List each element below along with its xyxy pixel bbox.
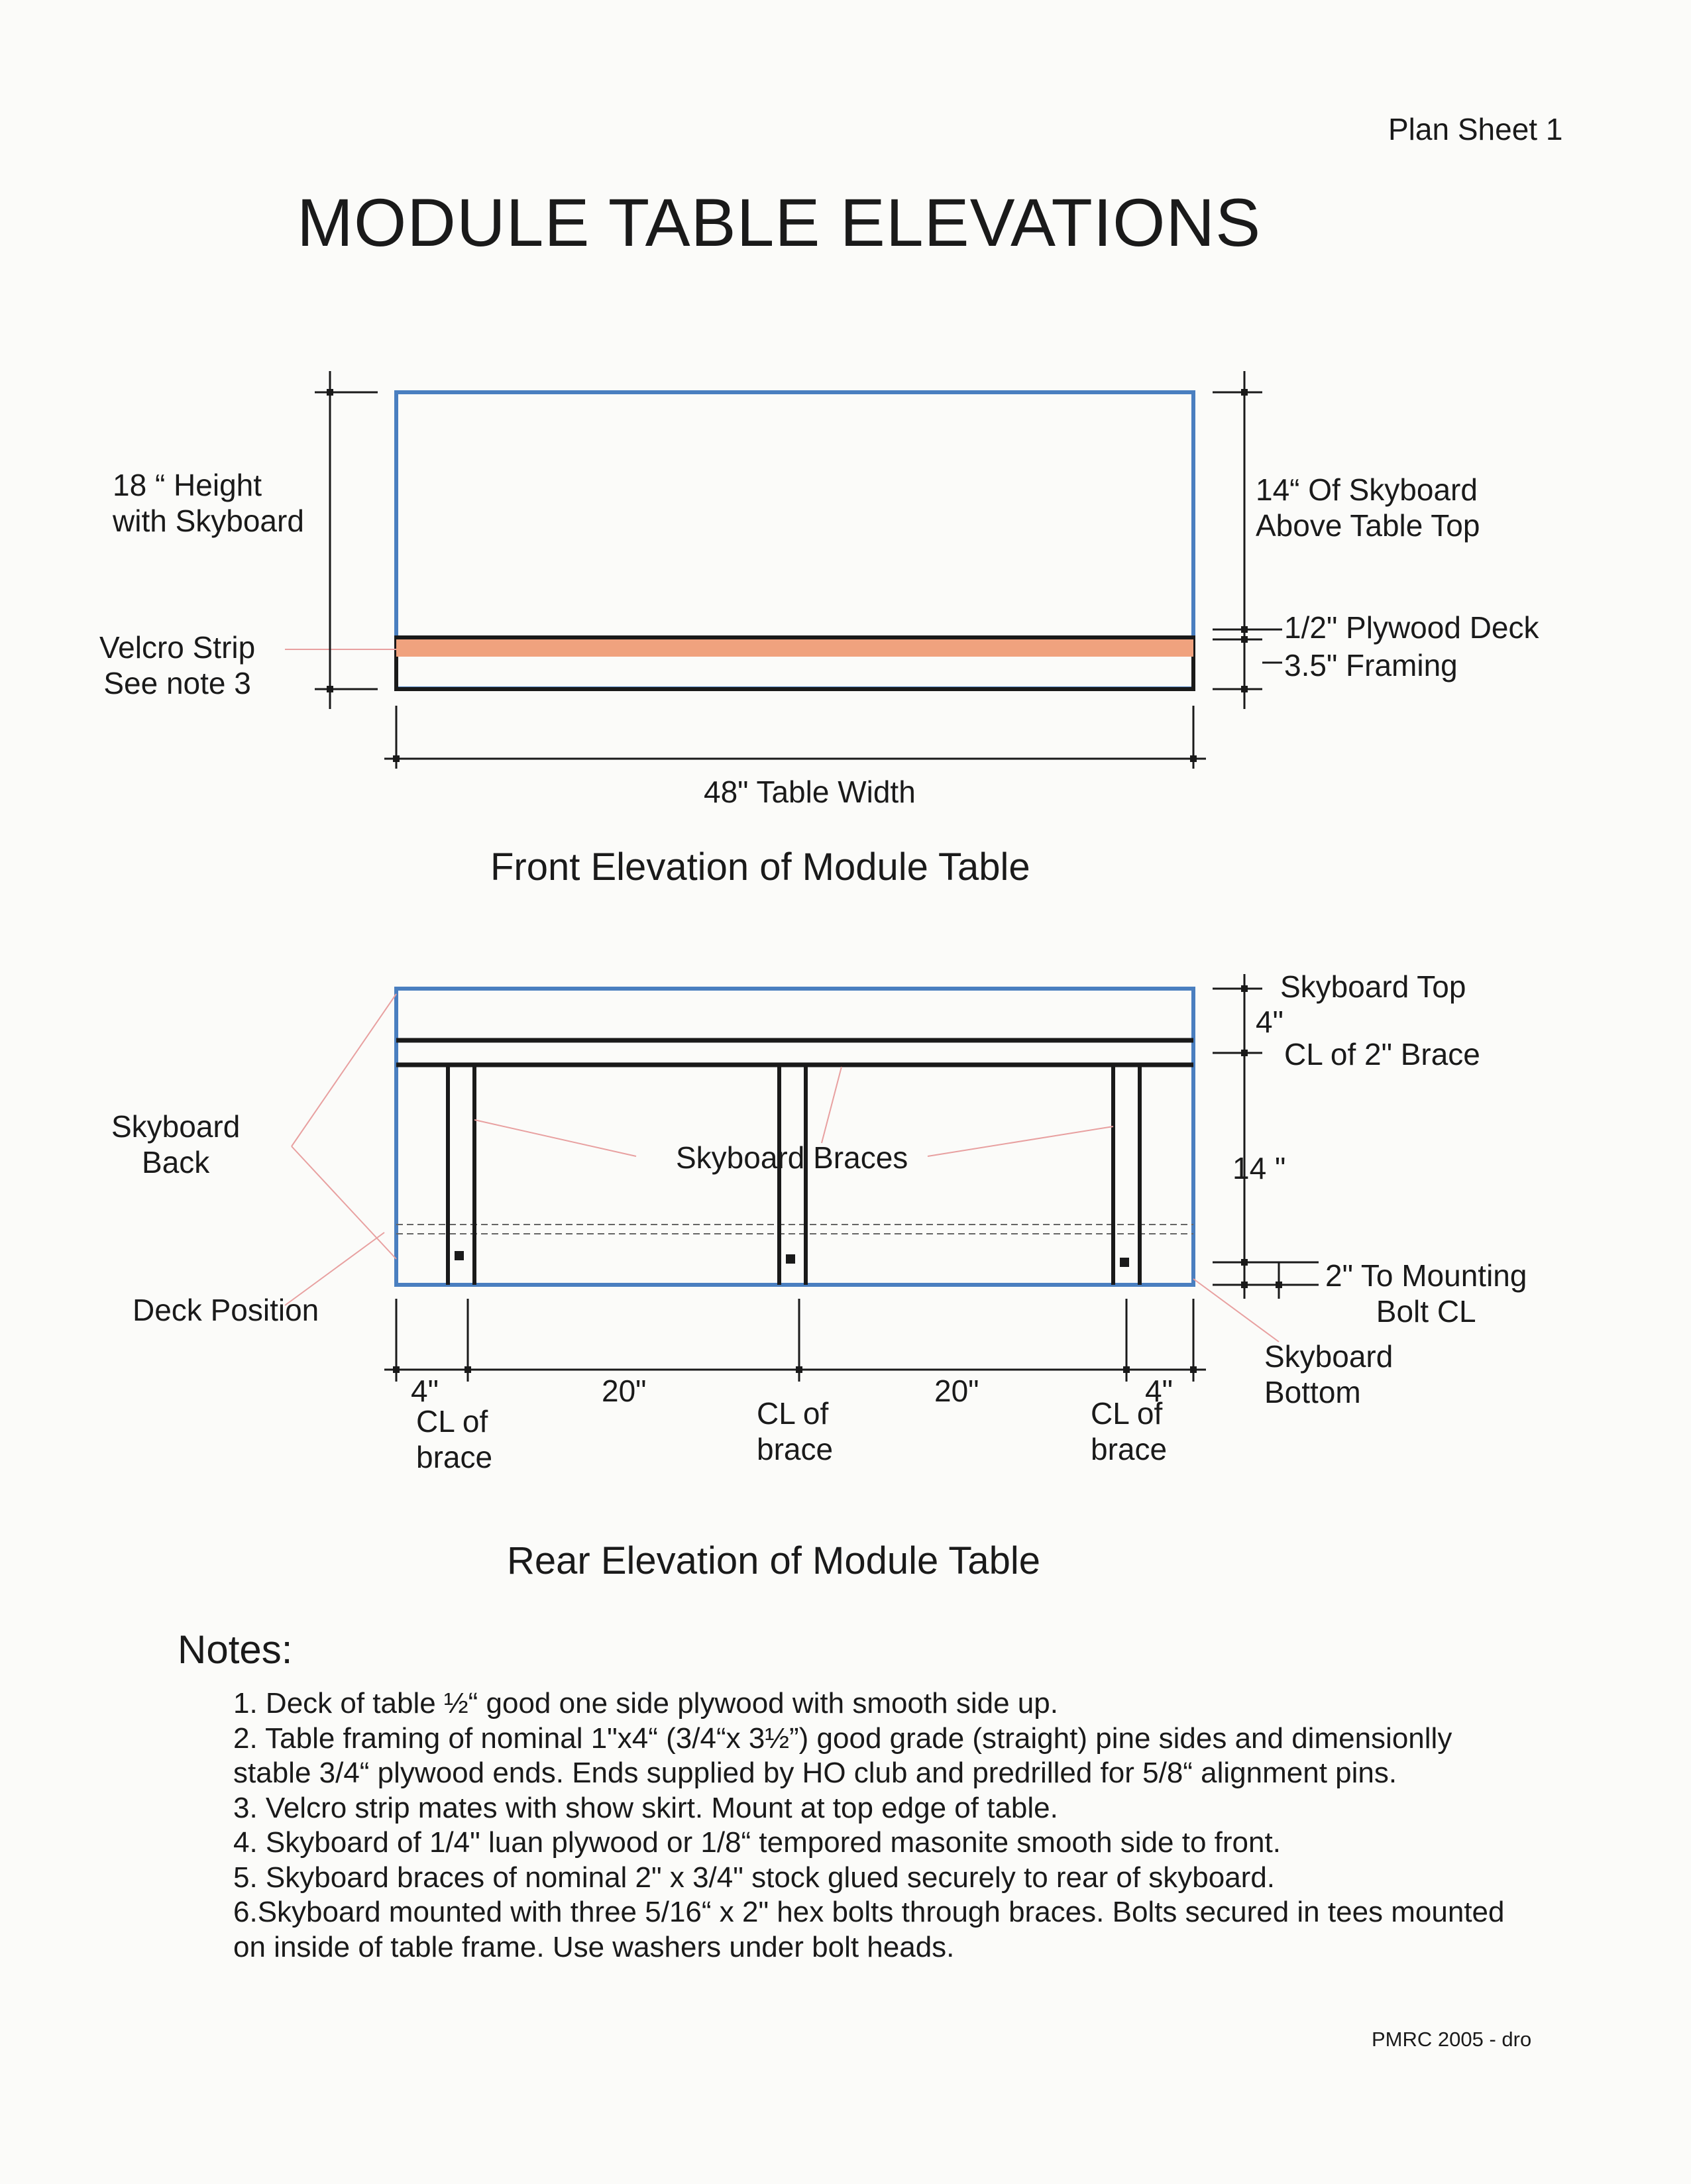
rear-skyboard-outline	[396, 989, 1193, 1285]
bolt-left	[455, 1251, 464, 1260]
skyboard-bottom-label: Skyboard Bottom	[1264, 1339, 1393, 1409]
skyboard-braces-label: Skyboard Braces	[676, 1140, 908, 1175]
table-width-label: 48" Table Width	[704, 775, 916, 809]
notes-list	[233, 1686, 1525, 1965]
front-width-dimension	[384, 706, 1206, 769]
sheet-label: Plan Sheet 1	[1388, 112, 1563, 146]
credit-text: PMRC 2005 - dro	[1372, 2028, 1532, 2051]
front-elevation-caption: Front Elevation of Module Table	[490, 846, 1030, 889]
top-offset-dimension: 4"	[1256, 1005, 1283, 1039]
dim-right: 4"	[1145, 1374, 1173, 1408]
rear-bottom-dimension	[384, 1299, 1206, 1382]
skyboard-above-label: 14“ Of Skyboard Above Table Top	[1256, 472, 1480, 543]
deck-position-label: Deck Position	[133, 1293, 319, 1327]
framing-label: 3.5" Framing	[1284, 648, 1458, 682]
mounting-bolt-label: 2" To Mounting Bolt CL	[1325, 1258, 1527, 1329]
notes-heading: Notes:	[178, 1627, 293, 1672]
rear-elevation-caption: Rear Elevation of Module Table	[507, 1539, 1040, 1582]
cl-brace-right-label: CL of brace	[1091, 1396, 1168, 1466]
note-1: 1. Deck of table ½“ good one side plywood with smooth side up.	[233, 1687, 1058, 1720]
front-elevation	[285, 371, 1282, 769]
skyboard-back-label: Skyboard Back	[111, 1109, 241, 1179]
velcro-strip-label: Velcro Strip See note 3	[99, 630, 256, 700]
brace-cl-label: CL of 2" Brace	[1284, 1037, 1480, 1071]
bolt-center	[786, 1254, 795, 1264]
plywood-deck-label: 1/2" Plywood Deck	[1284, 610, 1539, 645]
velcro-strip	[396, 639, 1193, 657]
skyboard-top-label: Skyboard Top	[1280, 969, 1466, 1004]
dim-span-1: 20"	[602, 1374, 647, 1408]
bolt-right	[1120, 1258, 1129, 1267]
note-5: 5. Skyboard braces of nominal 2" x 3/4" stock glued securely to rear of skyboard.	[233, 1861, 1276, 1894]
front-height-label: 18 “ Height with Skyboard	[113, 468, 304, 538]
cl-brace-center-label: CL of brace	[757, 1396, 834, 1466]
page-title: MODULE TABLE ELEVATIONS	[297, 185, 1262, 260]
dim-left: 4"	[411, 1374, 439, 1408]
note-4: 4. Skyboard of 1/4" luan plywood or 1/8“ tempored masonite smooth side to front.	[233, 1826, 1281, 1859]
front-height-dimension	[315, 371, 378, 709]
note-6: 6.Skyboard mounted with three 5/16“ x 2" hex bolts through braces. Bolts secured in tees mounted on inside of table frame. Use washers under bolt heads.	[233, 1896, 1505, 1963]
cl-brace-left-label: CL of brace	[416, 1404, 493, 1474]
rear-elevation	[285, 974, 1319, 1382]
note-2: 2. Table framing of nominal 1"x4“ (3/4“x 3½”) good grade (straight) pine sides and dimensionlly stable 3/4“ plywood ends. Ends supplied by HO club and predrilled for 5/8“ alignment pins.	[233, 1721, 1452, 1789]
dim-span-2: 20"	[934, 1374, 979, 1408]
note-3: 3. Velcro strip mates with show skirt. Mount at top edge of table.	[233, 1791, 1058, 1824]
skyboard-brace-right	[1113, 1065, 1140, 1285]
rear-height-dimension: 14 "	[1232, 1151, 1286, 1185]
